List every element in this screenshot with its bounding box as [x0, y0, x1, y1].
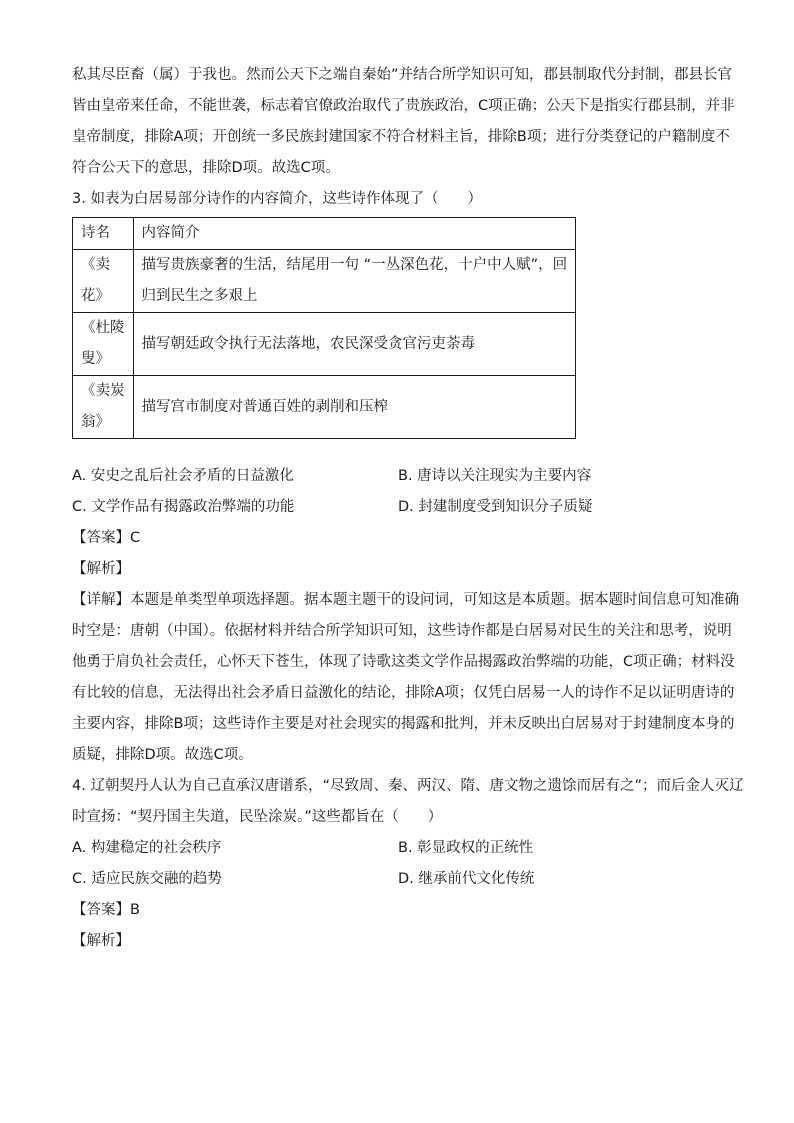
poem-name-line: 《卖 [81, 257, 110, 273]
q3-detail [72, 585, 739, 771]
question-stem-line: 时宣扬：“契丹国主失道，民坠涂炭。”这些都旨在（ ） [72, 809, 443, 825]
detail-line: 主要内容，排除B项；这些诗作主要是对社会现实的揭露和批判，并未反映出白居易对于封建制度本身的 [72, 716, 735, 732]
option-c: C. 文学作品有揭露政治弊端的功能 [72, 499, 295, 515]
text-line: 符合公天下的意思，排除D项。故选C项。 [72, 160, 340, 176]
detail-line: 他勇于肩负社会责任，心怀天下苍生，体现了诗歌这类文学作品揭露政治弊端的功能，C项正确；材料没 [72, 654, 735, 670]
question-stem: 3. 如表为白居易部分诗作的内容简介，这些诗作体现了（ ） [72, 191, 482, 207]
option-d: D. 封建制度受到知识分子质疑 [398, 499, 593, 515]
poem-name-line: 花》 [81, 288, 110, 304]
option-c: C. 适应民族交融的趋势 [72, 871, 222, 887]
detail-line: 质疑，排除D项。故选C项。 [72, 747, 253, 763]
analysis-label: 【解析】 [72, 561, 130, 577]
poem-name-line: 《卖炭 [81, 383, 125, 399]
table-header-row [73, 218, 576, 250]
table-row [73, 313, 576, 376]
poem-desc-line: 归到民生之多艰上 [141, 288, 258, 304]
poem-desc-cell [133, 376, 576, 439]
table-row [73, 250, 576, 313]
detail-label: 【详解】 [72, 592, 130, 608]
table-header-cell: 诗名 [73, 218, 134, 250]
poem-name-line: 叟》 [81, 351, 110, 367]
answer-value: C [130, 530, 141, 546]
answer-value: B [130, 902, 140, 918]
question-stem-line: 4. 辽朝契丹人认为自己直承汉唐谱系，“尽致周、秦、两汉、隋、唐文物之遗馀而居有之”；而后金人灭辽 [72, 778, 744, 794]
text-line: 皆由皇帝来任命，不能世袭，标志着官僚政治取代了贵族政治，C项正确；公天下是指实行郡县制，并非 [72, 98, 735, 114]
answer-line [72, 895, 724, 926]
detail-line: 时空是：唐朝（中国）。依据材料并结合所学知识可知，这些诗作都是白居易对民生的关注和思考，说明 [72, 623, 732, 639]
poem-name-cell [73, 313, 134, 376]
poem-desc-cell [133, 313, 576, 376]
poem-desc-line: 描写宫市制度对普通百姓的剥削和压榨 [141, 398, 388, 415]
detail-line [72, 585, 739, 616]
poem-name-cell [73, 250, 134, 313]
poem-table [72, 217, 576, 439]
document-page [72, 60, 744, 957]
detail-line: 有比较的信息，无法得出社会矛盾日益激化的结论，排除A项；仅凭白居易一人的诗作不足以证明唐诗的 [72, 685, 735, 701]
text-line: 私其尽臣畜（属）于我也。然而公天下之端自秦始”并结合所学知识可知，郡县制取代分封制，郡县长官 [72, 67, 733, 83]
poem-name-line: 翁》 [81, 414, 110, 430]
q2-analysis-tail [72, 60, 735, 184]
q4-answer [72, 895, 724, 957]
poem-desc-line: 描写朝廷政令执行无法落地，农民深受贪官污吏荼毒 [141, 335, 475, 352]
question-3 [72, 184, 724, 215]
poem-name-cell [73, 376, 134, 439]
detail-text: 本题是单类型单项选择题。据本题主题干的设问词，可知这是本质题。据本题时间信息可知准确 [130, 592, 739, 608]
text-line: 皇帝制度，排除A项；开创统一多民族封建国家不符合材料主旨，排除B项；进行分类登记的户籍制度不 [72, 129, 730, 145]
poem-desc-cell [133, 250, 576, 313]
table-header-cell: 内容简介 [133, 218, 576, 250]
question-4 [72, 771, 744, 833]
poem-name-line: 《杜陵 [81, 320, 125, 336]
q3-options [72, 461, 724, 523]
answer-line [72, 523, 724, 554]
option-b: B. 彰显政权的正统性 [398, 840, 534, 856]
q4-options [72, 833, 724, 895]
option-d: D. 继承前代文化传统 [398, 871, 535, 887]
answer-label: 【答案】 [72, 902, 130, 918]
answer-label: 【答案】 [72, 530, 130, 546]
option-a: A. 安史之乱后社会矛盾的日益激化 [72, 468, 294, 484]
poem-desc-line: 描写贵族豪奢的生活，结尾用一句 “一丛深色花，十户中人赋”，回 [141, 257, 568, 273]
table-row [73, 376, 576, 439]
q3-answer [72, 523, 724, 585]
option-a: A. 构建稳定的社会秩序 [72, 840, 222, 856]
analysis-label: 【解析】 [72, 933, 130, 949]
option-b: B. 唐诗以关注现实为主要内容 [398, 468, 592, 484]
